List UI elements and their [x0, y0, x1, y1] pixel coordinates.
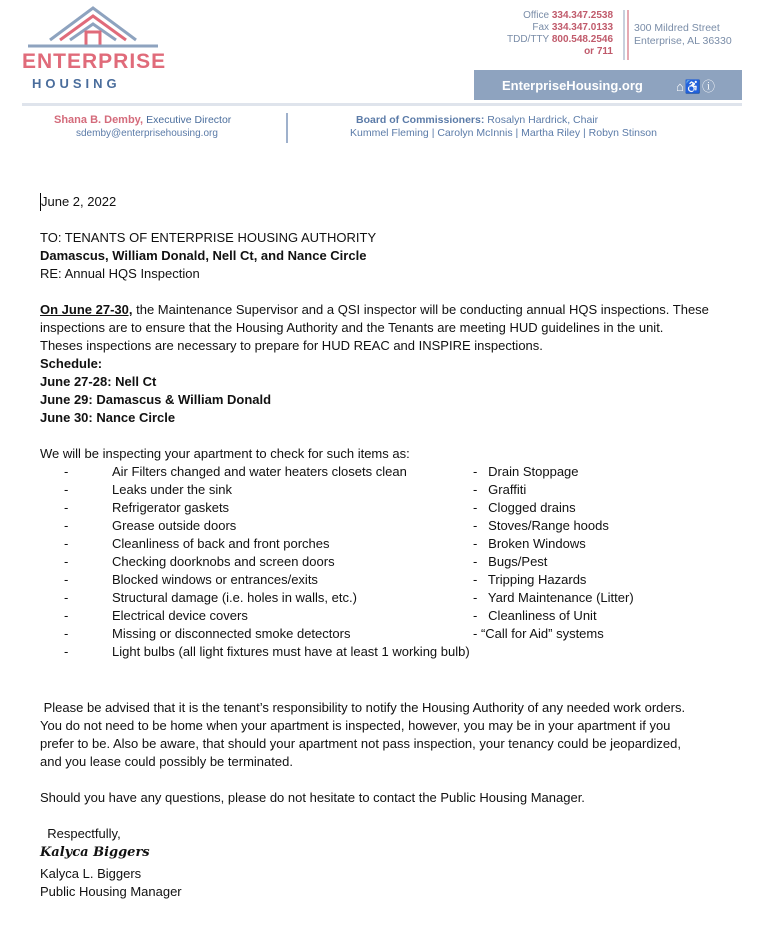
fax-number: 334.347.0133	[551, 22, 613, 33]
list-item-text: Electrical device covers	[112, 608, 248, 623]
board-chair: Rosalyn Hardrick, Chair	[487, 114, 599, 126]
intro-text: the Maintenance Supervisor and a QSI inspector will be conducting annual HQS inspections. These	[132, 302, 709, 317]
list-item-text: Checking doorknobs and screen doors	[112, 554, 335, 569]
website-link[interactable]: EnterpriseHousing.org	[502, 78, 643, 93]
intro-line-2: inspections are to ensure that the Housing Authority and the Tenants are meeting HUD guidelines in the unit.	[40, 320, 664, 335]
schedule-title: Schedule:	[40, 356, 103, 371]
signature: Kalyca Biggers	[40, 845, 150, 860]
board-members: Kummel Fleming | Carolyn McInnis | Martha Riley | Robyn Stinson	[350, 127, 657, 139]
bullet: -	[64, 464, 69, 479]
advise-line-1: Please be advised that it is the tenant’s responsibility to notify the Housing Authority of any needed work orders.	[40, 700, 686, 715]
closing: Respectfully,	[40, 826, 121, 841]
director-email[interactable]: sdemby@enterprisehousing.org	[76, 128, 218, 139]
brand-subname: HOUSING	[32, 76, 121, 91]
list-item: - Clogged drains	[473, 500, 576, 515]
to-line: TO: TENANTS OF ENTERPRISE HOUSING AUTHORITY	[40, 230, 377, 245]
list-item	[64, 571, 470, 589]
wheelchair-icon: ♿	[684, 79, 703, 94]
list-item	[64, 607, 470, 625]
schedule-item: June 29: Damascus & William Donald	[40, 392, 272, 407]
list-item-text: Structural damage (i.e. holes in walls, etc.)	[112, 590, 357, 605]
address-street: 300 Mildred Street	[634, 22, 720, 34]
signer-name: Kalyca L. Biggers	[40, 866, 142, 881]
list-item: - Cleanliness of Unit	[473, 608, 597, 623]
bullet: -	[64, 536, 69, 551]
bullet: -	[64, 554, 69, 569]
tdd-number: 800.548.2546	[551, 34, 613, 45]
areas-line: Damascus, William Donald, Nell Ct, and Nance Circle	[40, 248, 367, 263]
intro-line-3: Theses inspections are necessary to prepare for HUD REAC and INSPIRE inspections.	[40, 338, 543, 353]
checklist-right	[473, 463, 634, 643]
divider	[286, 113, 288, 143]
advise-line-3: prefer to be. Also be aware, that should your apartment not pass inspection, your tenancy could be jeopardized,	[40, 736, 682, 751]
list-item: - Graffiti	[473, 482, 527, 497]
checklist-intro: We will be inspecting your apartment to check for such items as:	[40, 446, 410, 461]
bullet: -	[64, 482, 69, 497]
contact-label: Office	[523, 10, 550, 21]
contact-label: Fax	[532, 22, 550, 33]
list-item-text: Blocked windows or entrances/exits	[112, 572, 318, 587]
list-item-text: Grease outside doors	[112, 518, 237, 533]
advise-line-4: and you lease could possibly be terminated.	[40, 754, 293, 769]
board-label: Board of Commissioners:	[356, 114, 485, 126]
list-item	[64, 589, 470, 607]
bullet: -	[64, 644, 69, 659]
schedule-item: June 27-28: Nell Ct	[40, 374, 157, 389]
bullet: -	[64, 500, 69, 515]
list-item-text: Refrigerator gaskets	[112, 500, 230, 515]
brand-name: ENTERPRISE	[22, 50, 167, 73]
list-item	[64, 517, 470, 535]
divider	[623, 10, 625, 60]
intro-line-1	[40, 301, 709, 319]
intro-date: On June 27-30,	[40, 302, 133, 317]
contact-label: TDD/TTY	[507, 34, 550, 45]
bullet: -	[64, 608, 69, 623]
bullet: -	[64, 572, 69, 587]
bullet: -	[64, 518, 69, 533]
director-title: Executive Director	[146, 114, 232, 126]
bullet: -	[64, 590, 69, 605]
house-logo-icon	[18, 2, 168, 54]
list-item-text: Air Filters changed and water heaters closets clean	[112, 464, 407, 479]
address-city: Enterprise, AL 36330	[634, 35, 732, 47]
equal-housing-icon: ⌂	[676, 79, 685, 94]
address	[634, 22, 732, 48]
header-rule	[22, 103, 742, 106]
contact-block	[433, 10, 613, 58]
list-item: - Broken Windows	[473, 536, 586, 551]
list-item	[64, 553, 470, 571]
list-item	[64, 463, 470, 481]
advise-line-2: You do not need to be home when your apartment is inspected, however, you may be in your apartment if you	[40, 718, 671, 733]
list-item	[64, 643, 470, 661]
relay-number: or 711	[584, 46, 613, 57]
bullet: -	[64, 626, 69, 641]
list-item-text: Missing or disconnected smoke detectors	[112, 626, 351, 641]
list-item-text: Light bulbs (all light fixtures must have at least 1 working bulb)	[112, 644, 470, 659]
director-name: Shana B. Demby,	[54, 114, 144, 126]
list-item-text: Leaks under the sink	[112, 482, 232, 497]
board-line	[356, 114, 598, 126]
accessibility-icon: ⓘ	[702, 79, 717, 94]
list-item: - Drain Stoppage	[473, 464, 579, 479]
divider	[627, 10, 629, 60]
checklist-left	[64, 463, 470, 661]
re-line: RE: Annual HQS Inspection	[40, 266, 200, 281]
accessibility-icons	[676, 76, 716, 95]
signer-title: Public Housing Manager	[40, 884, 182, 899]
list-item-text: Cleanliness of back and front porches	[112, 536, 330, 551]
list-item	[64, 625, 470, 643]
list-item: - Stoves/Range hoods	[473, 518, 609, 533]
questions-line: Should you have any questions, please do not hesitate to contact the Public Housing Manager.	[40, 790, 585, 805]
list-item: - Tripping Hazards	[473, 572, 587, 587]
list-item: - “Call for Aid” systems	[473, 626, 604, 641]
list-item	[64, 481, 470, 499]
director-line	[54, 114, 231, 126]
list-item: - Bugs/Pest	[473, 554, 548, 569]
office-phone: 334.347.2538	[551, 10, 613, 21]
schedule-item: June 30: Nance Circle	[40, 410, 176, 425]
list-item	[64, 499, 470, 517]
list-item: - Yard Maintenance (Litter)	[473, 590, 634, 605]
letter-date: June 2, 2022	[41, 194, 117, 209]
list-item	[64, 535, 470, 553]
